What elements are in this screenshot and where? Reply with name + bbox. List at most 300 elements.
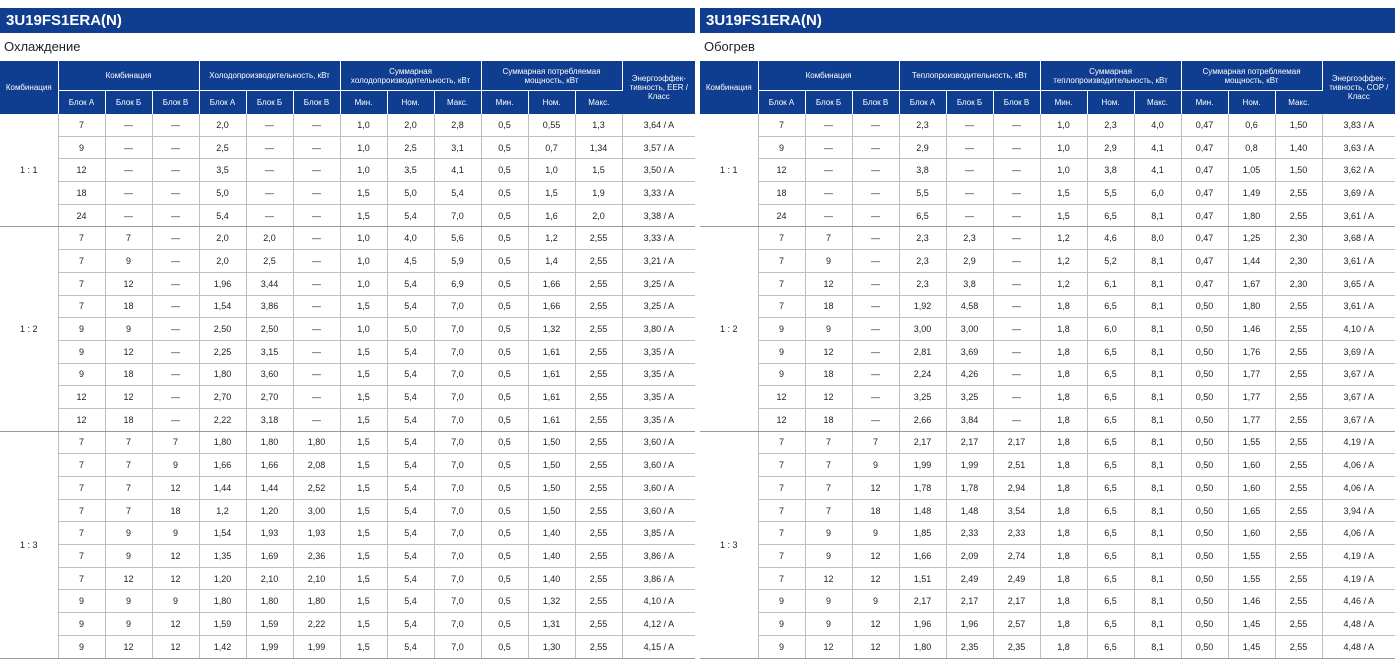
table-cell: 2,81 [899,340,946,363]
table-cell: 7 [758,295,805,318]
table-cell: — [293,159,340,182]
heating-table-body [700,114,1395,658]
table-cell: 8,1 [1134,386,1181,409]
combination-label: 1 : 1 [0,114,58,227]
table-row [0,545,695,568]
table-cell: 8,1 [1134,545,1181,568]
table-cell: 8,0 [1134,227,1181,250]
table-cell: 7 [758,545,805,568]
table-cell: 3,67 / A [1322,408,1395,431]
table-cell: 1,5 [340,635,387,658]
table-cell: — [152,295,199,318]
table-cell: — [105,159,152,182]
table-cell: 1,46 [1228,590,1275,613]
table-cell: 7 [58,499,105,522]
table-cell: 4,5 [387,250,434,273]
table-cell: 3,25 / A [622,272,695,295]
table-cell: 9 [58,590,105,613]
table-cell: — [152,340,199,363]
table-cell: 5,4 [434,182,481,205]
table-cell: 1,60 [1228,522,1275,545]
table-cell: 1,25 [1228,227,1275,250]
table-cell: 1,5 [340,545,387,568]
table-cell: 7,0 [434,363,481,386]
table-cell: — [293,250,340,273]
table-row [700,363,1395,386]
table-cell: 0,47 [1181,159,1228,182]
table-cell: 1,77 [1228,386,1275,409]
table-cell: — [852,340,899,363]
header-combination: Комбинация [700,61,758,114]
table-cell: 9 [852,522,899,545]
table-cell: 1,5 [340,204,387,227]
table-row [700,408,1395,431]
table-cell: 1,66 [528,272,575,295]
table-cell: 12 [152,567,199,590]
table-cell: 3,35 / A [622,408,695,431]
table-cell: 7,0 [434,635,481,658]
table-cell: — [152,408,199,431]
table-cell: 2,22 [199,408,246,431]
table-cell: 1,45 [1228,635,1275,658]
table-cell: — [293,227,340,250]
table-cell: 1,45 [1228,613,1275,636]
table-cell: 2,55 [575,295,622,318]
table-cell: 6,0 [1087,318,1134,341]
table-cell: 8,1 [1134,295,1181,318]
table-cell: — [152,250,199,273]
header-block-a: Блок А [758,91,805,115]
table-cell: 9 [58,363,105,386]
table-cell: 1,61 [528,408,575,431]
table-cell: 2,24 [899,363,946,386]
table-cell: 0,5 [481,567,528,590]
table-cell: 5,4 [387,567,434,590]
table-cell: 5,5 [899,182,946,205]
table-cell: 1,96 [946,613,993,636]
table-cell: 1,66 [528,295,575,318]
table-cell: 2,57 [993,613,1040,636]
table-cell: 9 [805,545,852,568]
table-cell: 2,17 [993,431,1040,454]
table-cell: 3,35 / A [622,363,695,386]
table-cell: 24 [758,204,805,227]
table-cell: 0,47 [1181,250,1228,273]
table-row [0,590,695,613]
table-cell: 1,8 [1040,590,1087,613]
table-cell: 7 [58,272,105,295]
table-cell: 8,1 [1134,499,1181,522]
table-row [700,567,1395,590]
header-power-group: Суммарная потребляемая мощность, кВт [481,61,622,91]
table-cell: 1,31 [528,613,575,636]
table-cell: 3,25 [946,386,993,409]
table-cell: 7 [758,522,805,545]
table-cell: 1,40 [528,522,575,545]
table-cell: 1,5 [340,408,387,431]
table-cell: 3,86 / A [622,545,695,568]
table-cell: 2,55 [575,272,622,295]
table-cell: 1,77 [1228,363,1275,386]
table-cell: 1,40 [528,545,575,568]
table-cell: 0,5 [481,204,528,227]
table-cell: 9 [58,136,105,159]
table-cell: 3,69 / A [1322,340,1395,363]
table-cell: 0,8 [1228,136,1275,159]
table-cell: — [152,136,199,159]
table-cell: 3,15 [246,340,293,363]
table-cell: 1,69 [246,545,293,568]
table-cell: 4,1 [1134,159,1181,182]
table-cell: 9 [105,522,152,545]
table-cell: 0,47 [1181,227,1228,250]
table-cell: 9 [758,363,805,386]
table-cell: 8,1 [1134,613,1181,636]
table-cell: 2,55 [1275,431,1322,454]
table-cell: 2,33 [993,522,1040,545]
table-cell: 6,5 [1087,340,1134,363]
table-cell: — [246,204,293,227]
table-cell: 1,76 [1228,340,1275,363]
table-cell: — [293,386,340,409]
table-row [0,522,695,545]
table-cell: 12 [805,635,852,658]
table-cell: 2,94 [993,477,1040,500]
table-cell: 3,00 [899,318,946,341]
table-cell: 7 [805,499,852,522]
table-cell: — [105,114,152,136]
table-cell: 2,0 [199,227,246,250]
table-cell: 1,80 [1228,204,1275,227]
table-cell: 12 [152,635,199,658]
table-cell: 1,66 [246,454,293,477]
table-cell: 1,55 [1228,545,1275,568]
table-cell: 2,55 [575,499,622,522]
table-cell: — [852,182,899,205]
table-cell: 1,40 [1275,136,1322,159]
table-cell: 8,1 [1134,363,1181,386]
table-cell: 1,44 [1228,250,1275,273]
table-row [0,363,695,386]
cooling-table-body [0,114,695,658]
header-block-b: Блок Б [946,91,993,115]
header-total-capacity-group: Суммарная теплопроизводительность, кВт [1040,61,1181,91]
table-cell: 2,55 [1275,318,1322,341]
table-cell: 12 [105,340,152,363]
table-cell: — [293,340,340,363]
table-cell: 1,60 [1228,477,1275,500]
table-cell: — [993,204,1040,227]
table-cell: — [852,363,899,386]
table-cell: 12 [805,272,852,295]
table-cell: 1,0 [1040,136,1087,159]
table-cell: 0,50 [1181,522,1228,545]
table-cell: — [993,408,1040,431]
table-cell: — [993,136,1040,159]
header-block-b: Блок Б [105,91,152,115]
table-cell: — [852,227,899,250]
table-cell: 0,5 [481,295,528,318]
heating-model-title: 3U19FS1ERA(N) [700,8,1395,33]
table-cell: 12 [58,408,105,431]
table-row [700,159,1395,182]
table-cell: 1,8 [1040,545,1087,568]
table-cell: 1,50 [528,499,575,522]
table-cell: 7 [758,431,805,454]
table-cell: 2,55 [1275,590,1322,613]
table-cell: 7 [758,499,805,522]
table-cell: 5,4 [199,204,246,227]
header-efficiency: Энергоэффек-тивность, COP / Класс [1322,61,1395,114]
table-cell: — [246,182,293,205]
table-row [700,204,1395,227]
table-cell: 1,3 [575,114,622,136]
table-cell: 0,50 [1181,635,1228,658]
combination-label: 1 : 2 [700,227,758,431]
table-cell: 1,80 [246,431,293,454]
table-cell: 9 [58,635,105,658]
table-cell: 1,5 [340,182,387,205]
table-cell: — [852,386,899,409]
table-cell: 9 [758,318,805,341]
cooling-model-title: 3U19FS1ERA(N) [0,8,695,33]
table-cell: 1,8 [1040,408,1087,431]
table-cell: 2,50 [199,318,246,341]
table-cell: 1,5 [340,295,387,318]
table-cell: 12 [852,567,899,590]
table-cell: 1,80 [293,590,340,613]
table-cell: 2,55 [1275,363,1322,386]
table-cell: 1,60 [1228,454,1275,477]
table-cell: 7,0 [434,522,481,545]
table-row [700,522,1395,545]
table-cell: 7 [58,522,105,545]
table-cell: 2,55 [575,477,622,500]
table-cell: 4,06 / A [1322,522,1395,545]
table-cell: 9 [58,613,105,636]
table-cell: 7 [105,454,152,477]
table-cell: 5,4 [387,363,434,386]
table-cell: 3,33 / A [622,182,695,205]
table-cell: 1,0 [340,318,387,341]
table-cell: 2,5 [199,136,246,159]
header-efficiency: Энергоэффек-тивность, EER / Класс [622,61,695,114]
table-cell: — [805,204,852,227]
table-cell: — [152,272,199,295]
table-cell: 2,55 [575,545,622,568]
table-cell: 6,5 [1087,590,1134,613]
table-cell: 1,32 [528,318,575,341]
table-cell: 4,48 / A [1322,635,1395,658]
table-cell: 4,48 / A [1322,613,1395,636]
table-cell: — [805,182,852,205]
table-cell: 7,0 [434,590,481,613]
table-cell: 2,30 [1275,250,1322,273]
table-cell: 2,55 [1275,477,1322,500]
table-cell: 5,4 [387,499,434,522]
table-cell: 4,6 [1087,227,1134,250]
table-cell: 3,60 / A [622,477,695,500]
table-cell: 1,05 [1228,159,1275,182]
table-cell: — [293,363,340,386]
table-cell: 1,8 [1040,613,1087,636]
header-min: Мин. [481,91,528,115]
table-cell: 1,5 [1040,204,1087,227]
table-row [700,272,1395,295]
table-cell: 1,80 [246,590,293,613]
table-cell: 7 [58,454,105,477]
header-block-b: Блок Б [805,91,852,115]
table-cell: 4,12 / A [622,613,695,636]
table-cell: 1,4 [528,250,575,273]
table-cell: 5,4 [387,522,434,545]
table-cell: 1,5 [340,363,387,386]
table-cell: 2,30 [1275,272,1322,295]
table-cell: 0,5 [481,408,528,431]
table-cell: 1,40 [528,567,575,590]
table-cell: 1,20 [199,567,246,590]
table-cell: 3,21 / A [622,250,695,273]
table-cell: 1,92 [899,295,946,318]
table-cell: 1,8 [1040,454,1087,477]
table-row [700,136,1395,159]
table-cell: 18 [105,408,152,431]
table-cell: 0,50 [1181,340,1228,363]
table-cell: 6,5 [1087,567,1134,590]
table-cell: 8,1 [1134,272,1181,295]
table-cell: — [293,114,340,136]
table-cell: 3,00 [293,499,340,522]
table-cell: 8,1 [1134,635,1181,658]
table-cell: 12 [805,340,852,363]
table-cell: 1,50 [528,477,575,500]
table-row [700,114,1395,136]
table-cell: 7 [58,431,105,454]
table-cell: 7 [105,499,152,522]
table-cell: 1,5 [340,340,387,363]
table-cell: 0,47 [1181,272,1228,295]
table-row [0,431,695,454]
table-cell: 2,55 [575,590,622,613]
table-cell: — [105,204,152,227]
table-cell: 6,5 [1087,363,1134,386]
table-cell: 1,44 [246,477,293,500]
table-cell: 2,55 [1275,204,1322,227]
table-cell: 3,69 / A [1322,182,1395,205]
table-cell: 6,5 [899,204,946,227]
table-cell: 2,09 [946,545,993,568]
table-cell: 8,1 [1134,454,1181,477]
table-cell: 2,35 [946,635,993,658]
table-cell: 4,0 [1134,114,1181,136]
table-cell: 6,5 [1087,635,1134,658]
table-cell: 0,5 [481,272,528,295]
header-block-a: Блок А [199,91,246,115]
table-cell: 1,93 [293,522,340,545]
table-cell: 2,55 [1275,182,1322,205]
table-cell: — [246,159,293,182]
table-row [0,613,695,636]
header-block-c: Блок В [293,91,340,115]
table-cell: — [805,114,852,136]
table-cell: 0,5 [481,477,528,500]
table-cell: 2,3 [1087,114,1134,136]
table-cell: 3,67 / A [1322,363,1395,386]
table-row [700,477,1395,500]
table-cell: 1,8 [1040,477,1087,500]
table-row [0,567,695,590]
table-cell: 2,55 [1275,454,1322,477]
table-cell: 9 [58,340,105,363]
table-cell: — [152,363,199,386]
table-cell: 7 [758,477,805,500]
table-cell: 7,0 [434,613,481,636]
table-cell: 2,55 [575,363,622,386]
table-cell: — [105,136,152,159]
table-row [700,431,1395,454]
table-cell: 1,0 [1040,114,1087,136]
table-cell: 1,66 [199,454,246,477]
table-cell: 9 [758,613,805,636]
header-nom: Ном. [528,91,575,115]
table-cell: 1,8 [1040,567,1087,590]
table-cell: 9 [58,318,105,341]
table-cell: 9 [805,250,852,273]
table-cell: 1,49 [1228,182,1275,205]
table-cell: 1,2 [1040,272,1087,295]
table-cell: 5,4 [387,386,434,409]
table-cell: 7 [805,454,852,477]
table-cell: 3,8 [946,272,993,295]
table-cell: 3,8 [899,159,946,182]
table-cell: 2,55 [575,431,622,454]
table-cell: 7 [58,227,105,250]
table-cell: 3,64 / A [622,114,695,136]
table-cell: 1,48 [946,499,993,522]
table-cell: 8,1 [1134,318,1181,341]
table-cell: 1,2 [1040,227,1087,250]
table-cell: 1,80 [199,431,246,454]
table-cell: — [946,182,993,205]
table-cell: 2,17 [899,590,946,613]
table-cell: 4,0 [387,227,434,250]
table-cell: 18 [105,295,152,318]
header-combination: Комбинация [0,61,58,114]
table-cell: 1,5 [340,522,387,545]
table-cell: 0,5 [481,159,528,182]
table-cell: 0,5 [481,454,528,477]
table-cell: 2,55 [1275,499,1322,522]
header-block-a: Блок А [58,91,105,115]
table-cell: 3,68 / A [1322,227,1395,250]
table-cell: 2,55 [1275,295,1322,318]
header-block-b: Блок Б [246,91,293,115]
table-cell: 4,10 / A [622,590,695,613]
table-cell: 1,5 [340,431,387,454]
table-cell: 1,85 [899,522,946,545]
table-cell: 5,4 [387,295,434,318]
table-cell: 9 [805,522,852,545]
table-cell: 2,3 [899,114,946,136]
table-cell: — [293,204,340,227]
table-row [0,114,695,136]
table-cell: 1,0 [340,250,387,273]
table-cell: — [152,318,199,341]
table-cell: 8,1 [1134,522,1181,545]
table-cell: 12 [758,386,805,409]
table-cell: 0,50 [1181,499,1228,522]
table-cell: 2,55 [575,227,622,250]
